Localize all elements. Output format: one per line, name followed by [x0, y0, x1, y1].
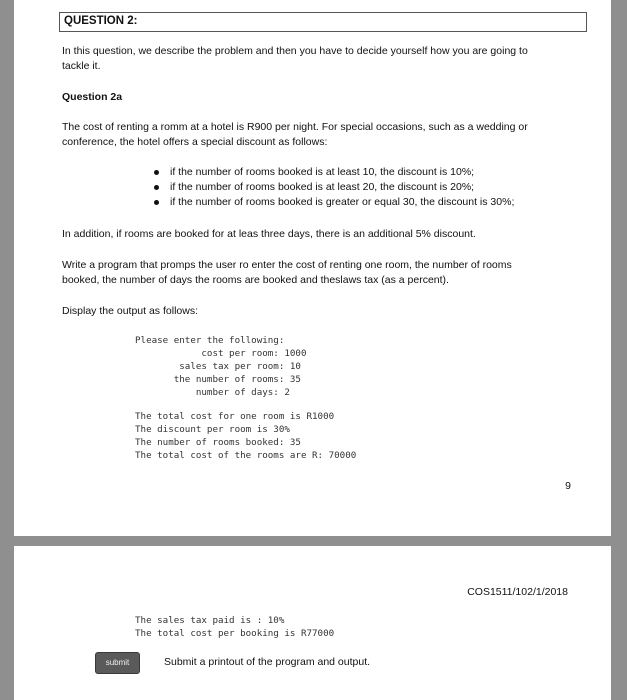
document-page-2 [14, 546, 611, 700]
list-item-text: if the number of rooms booked is at least 10, the discount is 10%; [170, 166, 475, 178]
question-title-box [59, 12, 587, 32]
question-title: QUESTION 2: [64, 15, 138, 27]
program-text-line-1: Write a program that promps the user ro enter the cost of renting one room, the number of rooms [62, 259, 512, 271]
list-item [148, 195, 514, 210]
discount-list [148, 165, 514, 210]
page-number: 9 [565, 480, 571, 492]
bullet-icon [154, 200, 159, 205]
intro-text-line-1: In this question, we describe the problem and then you have to decide yourself how you are going to [62, 45, 528, 57]
list-item [148, 165, 514, 180]
document-page-1 [14, 0, 611, 536]
document-code: COS1511/102/1/2018 [467, 586, 568, 598]
sample-output-code-continued: The sales tax paid is : 10% The total cost per booking is R77000 [135, 615, 335, 639]
subheading: Question 2a [62, 91, 123, 103]
submit-instruction: Submit a printout of the program and output. [164, 656, 371, 668]
list-item-text: if the number of rooms booked is greater or equal 30, the discount is 30%; [170, 196, 515, 208]
list-item-text: if the number of rooms booked is at least 20, the discount is 20%; [170, 181, 475, 193]
description-line-2: conference, the hotel offers a special discount as follows: [62, 136, 328, 148]
submit-button[interactable]: submit [95, 652, 140, 674]
sample-input-code: Please enter the following: cost per room: 1000 sales tax per room: 10 the number of rooms: 35 number of days: 2 [135, 335, 307, 398]
program-text-line-2: booked, the number of days the rooms are booked and theslaws tax (as a percent). [62, 274, 449, 286]
display-instruction: Display the output as follows: [62, 305, 198, 317]
list-item [148, 180, 514, 195]
addition-text: In addition, if rooms are booked for at leas three days, there is an additional 5% discount. [62, 228, 476, 240]
bullet-icon [154, 170, 159, 175]
intro-text-line-2: tackle it. [62, 60, 101, 72]
description-line-1: The cost of renting a romm at a hotel is R900 per night. For special occasions, such as a wedding or [62, 121, 528, 133]
sample-output-code: The total cost for one room is R1000 The discount per room is 30% The number of rooms booked: 35 The total cost of the rooms are R: 70000 [135, 411, 357, 461]
bullet-icon [154, 185, 159, 190]
